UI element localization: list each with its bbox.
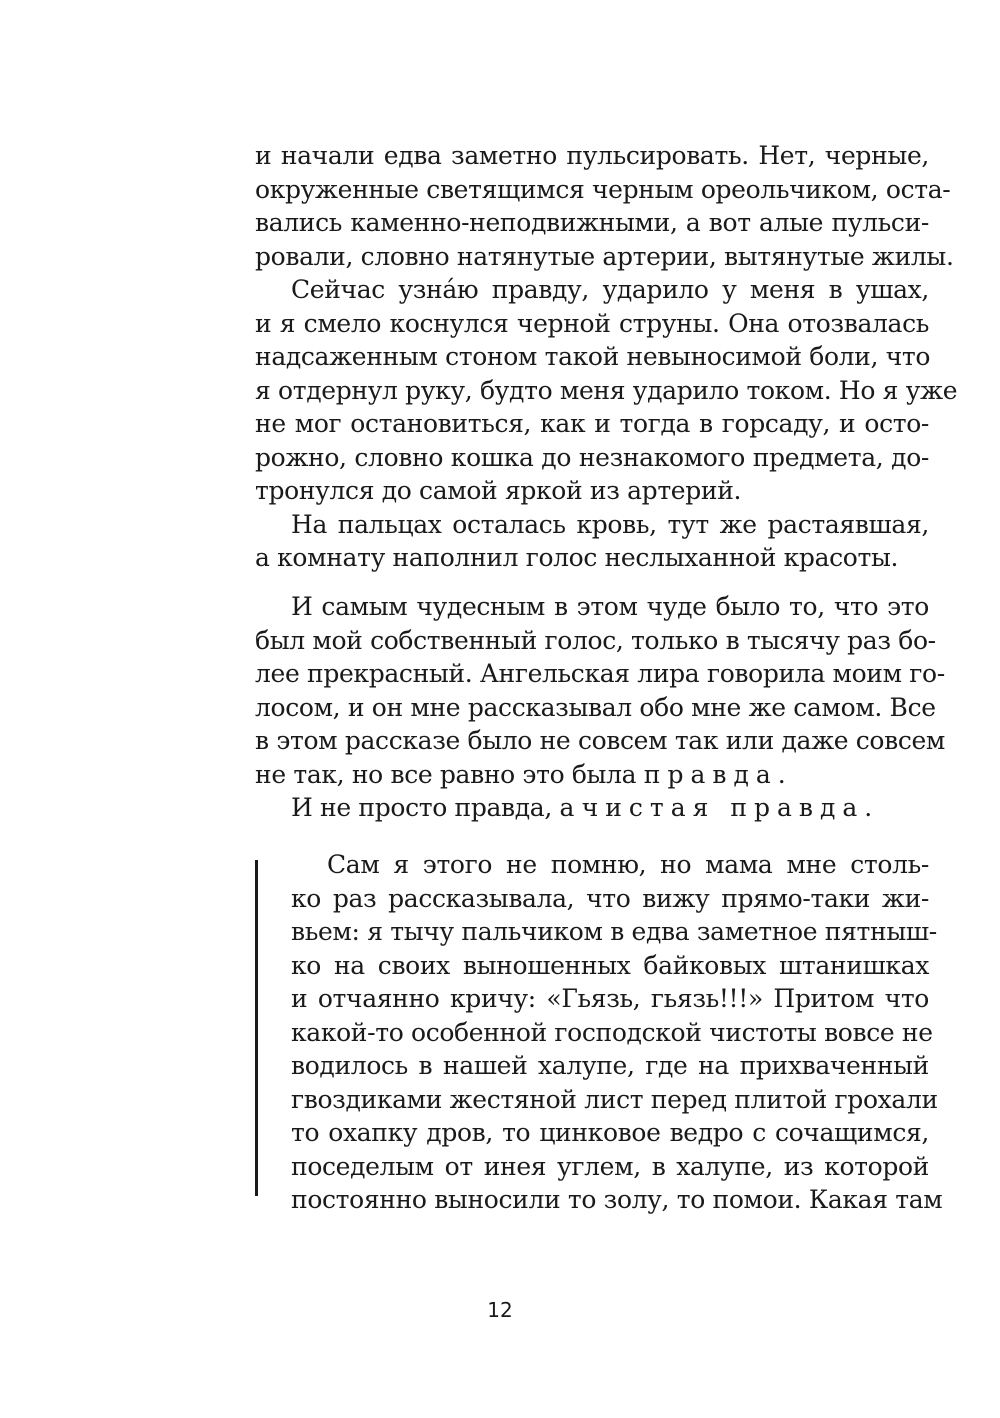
text-line: вьем: я тычу пальчиком в едва заметное пятныш- xyxy=(291,917,937,946)
page-number: 12 xyxy=(487,1298,513,1322)
text-line: и начали едва заметно пульсировать. Нет, черные, xyxy=(255,141,929,170)
text-line: а комнату наполнил голос неслыханной красоты. xyxy=(255,543,899,572)
emphasized-word: правда xyxy=(643,759,778,789)
text-line: гвоздиками жестяной лист перед плитой грохали xyxy=(291,1084,938,1114)
quoted-paragraph xyxy=(291,848,943,1217)
text-line: надсаженным стоном такой невыносимой боли, что xyxy=(255,342,931,371)
text-run: . xyxy=(777,759,786,789)
text-line: я отдернул руку, будто меня ударило током. Но я уже xyxy=(255,375,958,405)
paragraph-group-2 xyxy=(255,590,946,825)
text-line xyxy=(255,758,929,792)
quote-margin-bar xyxy=(255,860,258,1196)
text-line: Сам я этого не помню, но мама мне столь- xyxy=(327,850,929,879)
text-line: и я смело коснулся черной струны. Она отозвалась xyxy=(255,308,929,338)
text-line: окруженные светящимся черным ореольчиком, оста- xyxy=(255,174,951,204)
text-line: тронулся до самой яркой из артерий. xyxy=(255,476,742,505)
text-line: Сейчас узнáю правду, ударило у меня в ушах, xyxy=(291,275,929,304)
paragraph-group-1 xyxy=(255,139,958,575)
text-line: поседелым от инея углем, в халупе, из которой xyxy=(291,1151,929,1181)
text-line: был мой собственный голос, только в тысячу раз бо- xyxy=(255,625,936,655)
text-line: какой-то особенной господской чистоты вовсе не xyxy=(291,1017,933,1047)
emphasized-phrase: чистая правда xyxy=(581,793,865,822)
text-line: и отчаянно кричу: «Гьязь, гьязь!!!» Притом что xyxy=(291,984,929,1013)
text-line: лосом, и он мне рассказывал обо мне же самом. Все xyxy=(255,692,936,722)
text-line: то охапку дров, то цинковое ведро с сочащимся, xyxy=(291,1118,929,1147)
text-line: водилось в нашей халупе, где на прихваченный xyxy=(291,1051,929,1080)
text-line: вались каменно-неподвижными, а вот алые пульси- xyxy=(255,208,929,237)
text-line: И самым чудесным в этом чуде было то, что это xyxy=(291,592,929,621)
text-line: в этом рассказе было не совсем так или даже совсем xyxy=(255,726,946,755)
text-line: постоянно выносили то золу, то помои. Какая там xyxy=(291,1185,943,1214)
text-line xyxy=(255,791,929,825)
text-line: лее прекрасный. Ангельская лира говорила моим го- xyxy=(255,659,945,688)
text-line: ко на своих выношенных байковых штанишках xyxy=(291,950,929,980)
text-line: ко раз рассказывала, что вижу прямо-таки жи- xyxy=(291,883,929,913)
text-run: не так, но все равно это была xyxy=(255,759,644,789)
text-line: ровали, словно натянутые артерии, вытянутые жилы. xyxy=(255,241,954,271)
text-run: . xyxy=(864,793,872,822)
text-line: рожно, словно кошка до незнакомого предмета, до- xyxy=(255,442,929,472)
text-line: не мог остановиться, как и тогда в горсаду, и осто- xyxy=(255,409,929,438)
text-run: И не просто правда, а xyxy=(291,793,582,822)
text-line: На пальцах осталась кровь, тут же растаявшая, xyxy=(291,509,929,539)
